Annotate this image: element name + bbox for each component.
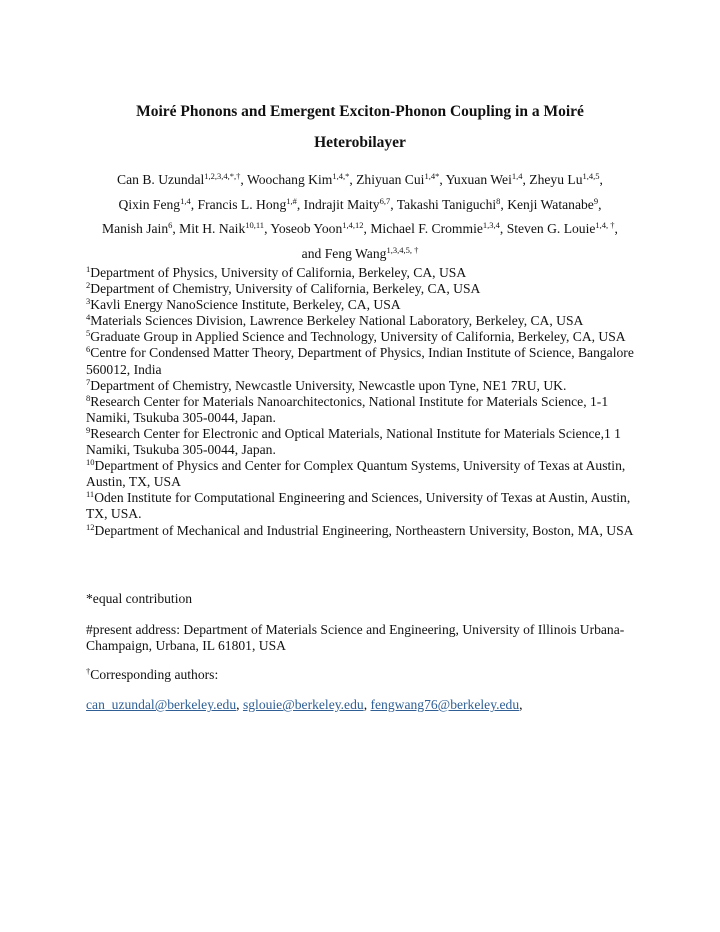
affiliation-number: 8 <box>86 392 91 403</box>
author-affil-sup: 1,4* <box>424 171 440 181</box>
author-name: Mit H. Naik <box>179 221 246 236</box>
title-line-1: Moiré Phonons and Emergent Exciton-Phonon Coupling in a Moiré <box>136 103 584 120</box>
author-affil-sup: 1,4 <box>180 195 191 206</box>
author-affil-sup: 1,4, † <box>595 220 615 230</box>
affiliation-text: Oden Institute for Computational Engineering and Sciences, University of Texas at Austin, Austin, TX, USA. <box>86 490 631 522</box>
affiliation-list <box>86 265 642 539</box>
present-address-note: #present address: Department of Materials Science and Engineering, University of Illinois Urbana-Champaign, Urbana, IL 61801, USA <box>86 622 625 654</box>
author-affil-sup: 6,7 <box>379 195 391 206</box>
author-affil-sup: 1,3,4 <box>482 220 500 230</box>
affiliation-text: Department of Mechanical and Industrial Engineering, Northeastern University, Boston, MA, USA <box>94 522 634 538</box>
author-name: Feng Wang <box>324 245 387 261</box>
author-name: Woochang Kim <box>246 172 333 187</box>
affiliation-number: 10 <box>86 457 95 468</box>
affiliation-item <box>86 378 642 394</box>
author-line-4 <box>78 242 642 267</box>
author-line-2: Qixin Feng$^{1,4}$, Francis L. Hong$^{1,\#}$, Indrajit Maity$^{6,7}$, Takashi Taniguchi$^8$, Kenji Watanabe$^9$, <box>118 195 602 212</box>
author-line-3: Manish Jain$^6$, Mit H. Naik$^{10,11}$, Yoseob Yoon$^{1,4,12}$, Michael F. Crommie$^{1,3,4}$, Steven G. Louie$^{1,4, \dagger}$, <box>102 220 618 236</box>
author-affil-sup: 1,4,5 <box>582 171 600 181</box>
affiliation-item <box>86 281 642 297</box>
affiliation-item <box>86 345 642 377</box>
email-link-louie[interactable]: sglouie@berkeley.edu <box>242 697 364 712</box>
affiliation-number: 2 <box>86 280 91 291</box>
affiliation-text: Research Center for Materials Nanoarchitectonics, National Institute for Materials Science, 1-1 Namiki, Tsukuba 305-0044, Japan. <box>86 393 609 425</box>
affiliation-text: Graduate Group in Applied Science and Technology, University of California, Berkeley, CA, USA <box>90 329 626 345</box>
affiliation-number: 4 <box>86 312 91 323</box>
affiliation-text: Department of Chemistry, University of California, Berkeley, CA, USA <box>90 281 481 297</box>
author-affil-sup: 6 <box>168 220 173 230</box>
author-name: Yuxuan Wei <box>445 172 512 187</box>
author-name: Steven G. Louie <box>506 221 596 236</box>
affiliation-text: Department of Physics, University of California, Berkeley, CA, USA <box>90 265 467 280</box>
affiliation-item <box>86 313 642 329</box>
author-name: Francis L. Hong <box>197 196 287 212</box>
author-line-1: Can B. Uzundal$^{1,2,3,4,*,\dagger}$, Woochang Kim$^{1,4,*}$, Zhiyuan Cui$^{1,4*}$, Yuxuan Wei$^{1,4}$, Zheyu Lu$^{1,4,5}$, <box>117 171 603 187</box>
author-name: Zhiyuan Cui <box>356 172 425 187</box>
author-affil-sup: 10,11 <box>245 220 265 230</box>
email-list: can_uzundal@berkeley.edu, sglouie@berkeley.edu, fengwang76@berkeley.edu, <box>86 697 523 712</box>
corresponding-text: Corresponding authors: <box>90 667 219 682</box>
author-name: Can B. Uzundal <box>117 172 205 187</box>
affiliation-item <box>86 329 642 345</box>
affiliation-item <box>86 523 642 539</box>
affiliation-number: 7 <box>86 376 91 387</box>
author-affil-sup: 9 <box>593 195 599 206</box>
affiliation-number: 9 <box>86 424 91 435</box>
author-name: Takashi Taniguchi <box>396 196 497 212</box>
author-affil-sup: 1,4 <box>511 171 523 181</box>
affiliation-item <box>86 265 642 281</box>
affiliation-text: Kavli Energy NanoScience Institute, Berkeley, CA, USA <box>90 297 401 313</box>
corresponding-authors-label <box>86 667 646 683</box>
affiliation-text: Research Center for Electronic and Optical Materials, National Institute for Materials Science,1 1 Namiki, Tsukuba 305-0044, Japan. <box>86 425 621 458</box>
author-and: and <box>301 245 322 261</box>
affiliation-number: 11 <box>86 489 95 500</box>
affiliation-number: 1 <box>86 264 91 274</box>
affiliation-text: Materials Sciences Division, Lawrence Berkeley National Laboratory, Berkeley, CA, USA <box>90 313 584 329</box>
affiliation-item <box>86 426 642 458</box>
author-affil-sup: 1,3,4,5, † <box>386 244 419 255</box>
author-affil-sup: 1,# <box>286 195 297 206</box>
title-line-2: Heterobilayer <box>314 134 406 151</box>
author-affil-sup: 1,4,* <box>332 171 350 181</box>
email-link-uzundal[interactable]: can_uzundal@berkeley.edu <box>86 697 237 712</box>
author-name: Indrajit Maity <box>303 196 380 212</box>
author-name: Kenji Watanabe <box>507 196 594 212</box>
author-affil-sup: 1,2,3,4,*,† <box>204 171 241 181</box>
affiliation-number: 6 <box>86 344 91 355</box>
email-link-wang[interactable]: fengwang76@berkeley.edu <box>370 697 520 712</box>
author-name: Qixin Feng <box>118 196 181 212</box>
affiliation-item <box>86 297 642 313</box>
author-name: Zheyu Lu <box>529 172 583 187</box>
affiliation-item <box>86 458 642 490</box>
affiliation-text: Department of Chemistry, Newcastle University, Newcastle upon Tyne, NE1 7RU, UK. <box>90 377 567 393</box>
author-name: Yoseob Yoon <box>270 221 343 236</box>
affiliation-text: Centre for Condensed Matter Theory, Department of Physics, Indian Institute of Science, Bangalore 560012, India <box>86 345 634 377</box>
author-name: Michael F. Crommie <box>370 221 483 236</box>
affiliation-number: 12 <box>86 521 95 532</box>
equal-contribution-note: *equal contribution <box>86 591 193 606</box>
author-affil-sup: 1,4,12 <box>342 220 364 230</box>
affiliation-number: 5 <box>86 328 91 339</box>
affiliation-item <box>86 490 642 522</box>
author-affil-sup: 8 <box>496 195 501 206</box>
affiliation-item <box>86 394 642 426</box>
author-name: Manish Jain <box>102 221 169 236</box>
paper-title <box>84 96 636 158</box>
dagger-mark: † <box>86 666 91 676</box>
affiliation-text: Department of Physics and Center for Complex Quantum Systems, University of Texas at Austin, Austin, TX, USA <box>86 458 626 490</box>
author-list <box>78 168 642 266</box>
affiliation-number: 3 <box>86 296 91 307</box>
